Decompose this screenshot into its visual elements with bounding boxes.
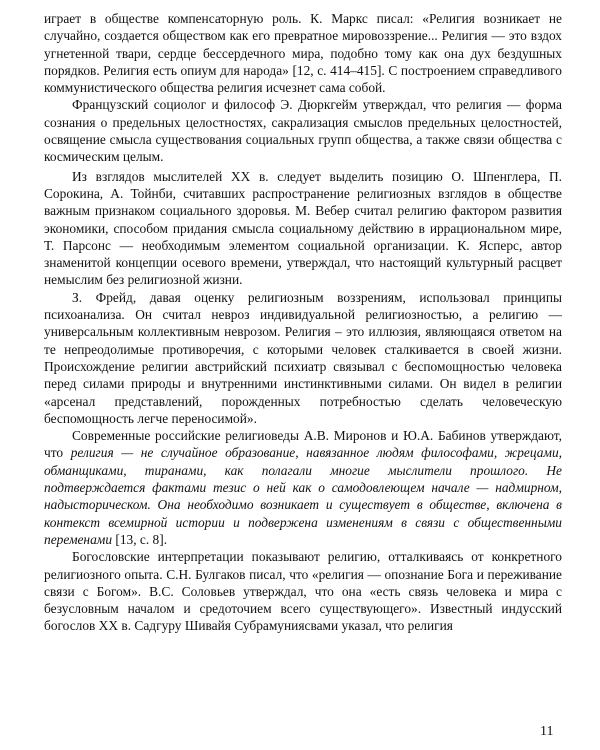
paragraph-freud: [44, 289, 562, 427]
citation: [13, с. 8].: [112, 531, 168, 547]
page-text: [44, 10, 562, 635]
paragraph-text: Современные российские религиоведы А.В. Миронов и Ю.А. Бабинов утверждают, что: [44, 428, 562, 461]
page-number: 11: [540, 724, 554, 739]
paragraph-text: Французский социолог и философ Э. Дюркгейм утверждал, что религия — форма сознания о предельных целостностях, сакрализация смыслов предельных целостностей, освящение смысла существования социальных групп общества, а также связи общества с космическим целым.: [44, 97, 562, 165]
paragraph-text: играет в обществе компенсаторную роль. К. Маркс писал: «Религия возникает не случайно, создается обществом как его превратное мировоззрение... Религия — это вздох угнетенной твари, сердце бессердечного мира, подобно тому как она дух бездушных порядков. Религия есть опиум для народа» [12, с. 414–415]. С построением справедливого коммунистического общества религия исчезнет сама собой.: [44, 11, 562, 96]
paragraph-marx: [44, 10, 562, 96]
paragraph-text: Из взглядов мыслителей XX в. следует выделить позицию О. Шпенглера, П. Сорокина, А. Тойнби, считавших распространение религиозных взглядов в обществе важным признаком социального здоровья. М. Вебер считал религию фактором развития экономики, способом придания смысла социальному действию в иррациональном мире, Т. Парсонс — необходимым элементом социальной организации. К. Ясперс, автор знаменитой концепции осевого времени, утверждал, что настоящий культурный расцвет немыслим без религиозной жизни.: [44, 168, 562, 288]
paragraph-text: Богословские интерпретации показывают религию, отталкиваясь от конкретного религиозного опыта. С.Н. Булгаков писал, что «религия — опознание Бога и переживание связи с Богом». В.С. Соловьев утверждал, что она «есть связь человека и мира с безусловным началом и средоточием всего существующего». Известный индусский богослов XX в. Садгуру Шивайя Субрамуниясвами указал, что религия: [44, 549, 562, 634]
paragraph-theology: [44, 548, 562, 634]
paragraph-russian-scholars: [44, 427, 562, 548]
italic-quote: религия — не случайное образование, навязанное людям философами, жрецами, обманщиками, тиранами, как полагали многие мыслители прошлого. Не подтверждается фактами тезис о ней как о самодовлеющем начале — надмирном, надысторическом. Она необходимо возникает и существует в обществе, включена в контекст всемирной истории и подвержена изменениям в связи с общественными переменами: [44, 445, 563, 547]
paragraph-text: З. Фрейд, давая оценку религиозным воззрениям, использовал принципы психоанализа. Он считал невроз индивидуальной религиозностью, а религию — универсальным коллективным неврозом. Религия – это иллюзия, являющаяся ответом на те непреодолимые противоречия, с которыми человек сталкивается в своей жизни. Происхождение религии австрийский психиатр связывал с беспомощностью человека перед силами природы и внутренними инстинктивными силами. Он видел в религии «арсенал представлений, порожденных потребностью сделать человеческую беспомощность легче переносимой».: [44, 289, 562, 426]
paragraph-twentieth-century: [44, 168, 562, 289]
paragraph-durkheim: [44, 96, 562, 165]
